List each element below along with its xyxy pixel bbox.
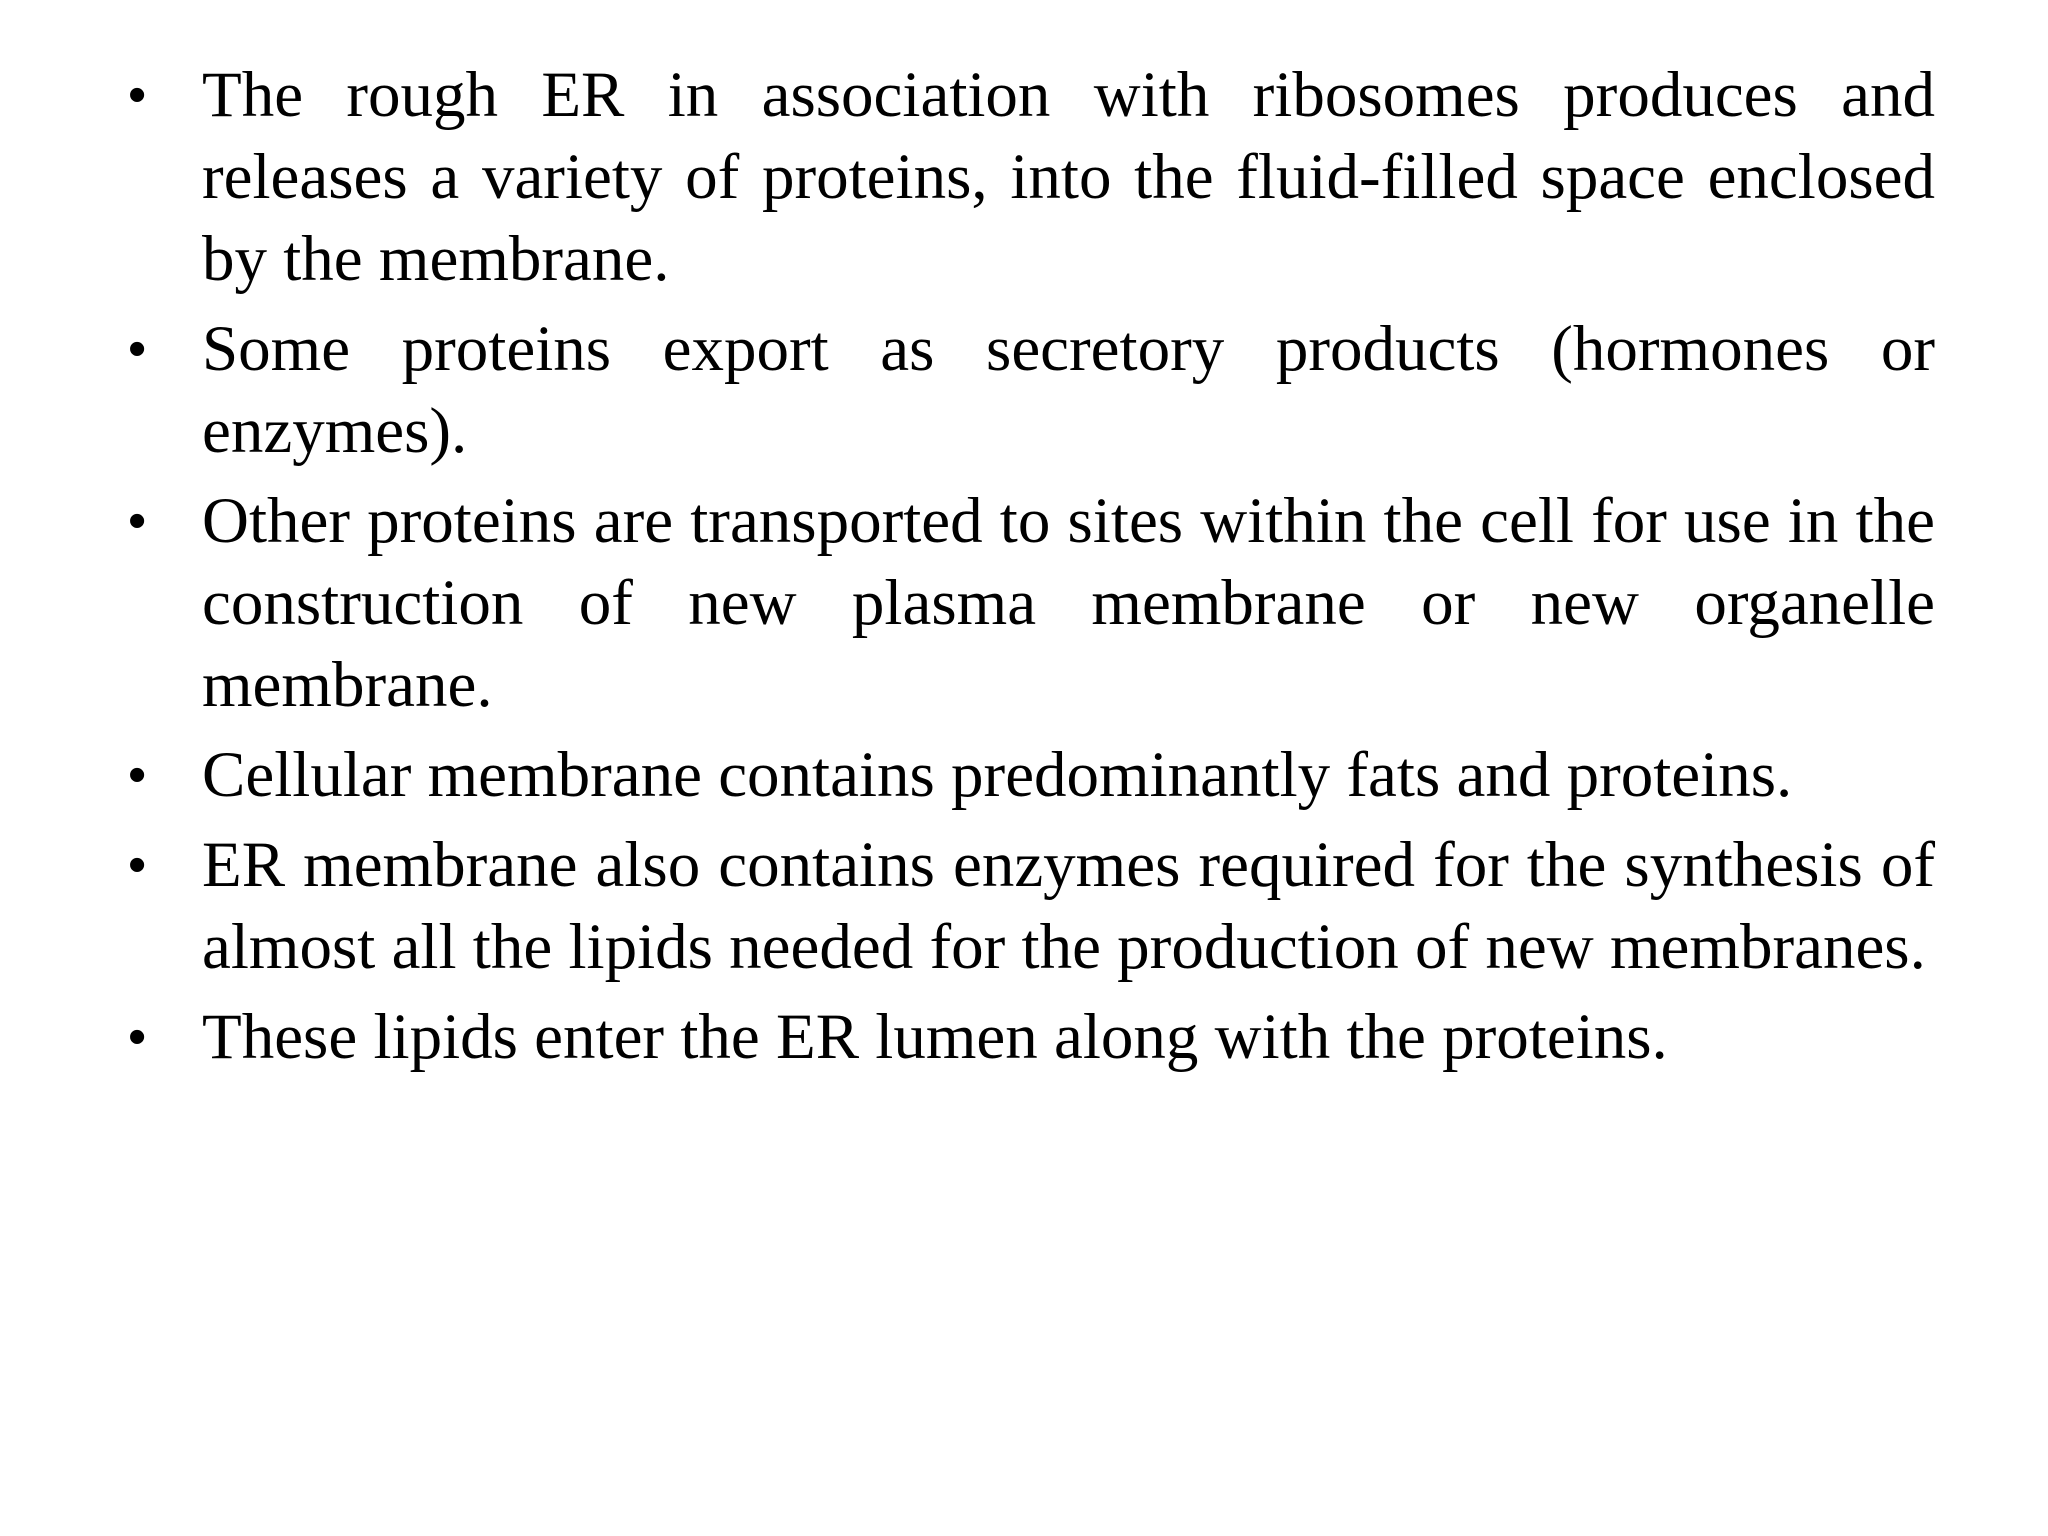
- bullet-icon: •: [128, 836, 147, 894]
- bullet-text-3: Other proteins are transported to sites within the cell for use in the construction of new plasma membrane or new organelle membrane.: [202, 485, 1935, 721]
- bullet-icon: •: [128, 746, 147, 804]
- bullet-item-3: [118, 480, 1935, 726]
- bullet-item-1: [118, 54, 1935, 300]
- bullet-item-2: [118, 308, 1935, 472]
- bullet-text-4: Cellular membrane contains predominantly fats and proteins.: [202, 739, 1793, 811]
- bullet-text-5: ER membrane also contains enzymes required for the synthesis of almost all the lipids needed for the production of new membranes.: [202, 829, 1935, 983]
- bullet-item-4: [118, 734, 1935, 816]
- bullet-icon: •: [128, 492, 147, 550]
- bullet-text-1: The rough ER in association with ribosomes produces and releases a variety of proteins, into the fluid-filled space enclosed by the membrane.: [202, 59, 1935, 295]
- bullet-icon: •: [128, 320, 147, 378]
- bullet-text-6: These lipids enter the ER lumen along with the proteins.: [202, 1001, 1668, 1073]
- bullet-icon: •: [128, 66, 147, 124]
- bullet-text-2: Some proteins export as secretory products (hormones or enzymes).: [202, 313, 1935, 467]
- bullet-item-6: [118, 996, 1935, 1078]
- bullet-list: [118, 54, 1935, 1078]
- bullet-icon: •: [128, 1008, 147, 1066]
- bullet-item-5: [118, 824, 1935, 988]
